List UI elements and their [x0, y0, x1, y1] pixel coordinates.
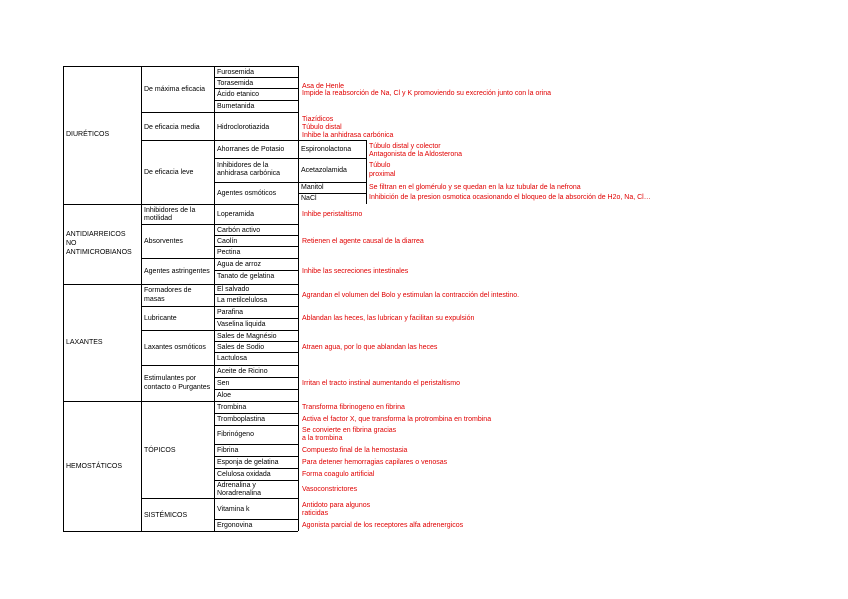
group-antidiarreicos: ANTIMICROBIANOS	[66, 249, 132, 256]
drug-item: Bumetanida	[217, 103, 255, 110]
mechanism-note: Túbulo distal y colector	[369, 143, 441, 150]
table-line	[214, 341, 298, 342]
table-line	[214, 456, 298, 457]
table-line	[141, 330, 298, 331]
table-line	[214, 66, 215, 531]
drug-item: Acetazolamida	[301, 167, 347, 174]
drug-class: Ahorranes de Potasio	[217, 146, 285, 153]
drug-item: Torasemida	[217, 80, 254, 87]
mechanism-note: Antagonista de la Aldosterona	[369, 151, 463, 158]
subgroup-estimulantes: Estimulantes por	[144, 375, 197, 382]
table-line	[141, 365, 298, 366]
table-line	[141, 140, 366, 141]
table-line	[141, 224, 298, 225]
table-line	[214, 294, 298, 295]
table-line	[214, 77, 298, 78]
subgroup-absorventes: Absorventes	[144, 238, 183, 245]
mechanism-note: Atraen agua, por lo que ablandan las heces	[302, 344, 438, 351]
table-line	[214, 468, 298, 469]
drug-item: Loperamida	[217, 211, 254, 218]
table-line	[214, 389, 298, 390]
drug-item: Ergonovina	[217, 522, 253, 529]
mechanism-note: Impide la reabsorción de Na, Cl y K promoviendo su excreción junto con la orina	[302, 90, 552, 97]
mechanism-note: Túbulo	[369, 162, 391, 169]
class-name: Inhibidores de la anhidrasa carbónica	[217, 162, 281, 177]
drug-item: Agua de arroz	[217, 261, 261, 268]
mechanism-note: Inhibe peristaltismo	[302, 211, 363, 218]
drug-item: Furosemida	[217, 69, 254, 76]
table-line	[141, 258, 298, 259]
table-line	[141, 66, 142, 531]
table-line	[214, 235, 298, 236]
subgroup-lubricante: Lubricante	[144, 315, 177, 322]
drug-item: Carbón activo	[217, 227, 261, 234]
drug-class: Agentes osmóticos	[217, 190, 277, 197]
mechanism-note: Para detener hemorragias capilares o venosas	[302, 459, 448, 466]
mechanism-note: Retienen el agente causal de la diarrea	[302, 238, 424, 245]
mechanism-note: a la trombina	[302, 435, 343, 442]
subgroup-inhibidores-motilidad: Inhibidores de la	[144, 207, 196, 214]
table-line	[298, 193, 366, 194]
table-line	[141, 112, 298, 113]
subgroup-astringentes: Agentes astringentes	[144, 268, 210, 275]
subgroup-laxantes-osmoticos: Laxantes osmóticos	[144, 344, 206, 351]
mechanism-note: Túbulo distal	[302, 124, 342, 131]
subgroup-estimulantes: contacto o Purgantes	[144, 384, 211, 391]
drug-item: Parafina	[217, 309, 244, 316]
drug-item: Sales de Sodio	[217, 344, 265, 351]
table-line	[63, 66, 298, 67]
table-line	[214, 413, 298, 414]
mechanism-note: Activa el factor X, que transforma la protrombina en trombina	[302, 416, 492, 423]
table-line	[63, 284, 298, 285]
mechanism-note: Inhibe las secreciones intestinales	[302, 268, 409, 275]
drug-item: Manitol	[301, 184, 324, 191]
drug-item: Aloe	[217, 392, 232, 399]
mechanism-note: Ablandan las heces, las lubrican y facilitan su expulsión	[302, 315, 475, 322]
drug-item: Ácido etanico	[217, 91, 260, 98]
drug-item: Adrenalina y	[217, 482, 256, 489]
table-line	[214, 377, 298, 378]
table-line	[141, 498, 298, 499]
subgroup-topicos: TÓPICOS	[144, 447, 176, 454]
mechanism-note: Inhibe la anhidrasa carbónica	[302, 132, 394, 139]
drug-item: Fibrinógeno	[217, 431, 254, 438]
table-line	[214, 444, 298, 445]
subgroup-formadores-masas: Formadores de	[144, 287, 192, 294]
group-hemostaticos: HEMOSTÁTICOS	[66, 463, 123, 470]
drug-item: Tanato de gelatina	[217, 273, 275, 280]
subgroup-sistemicos: SISTÉMICOS	[144, 512, 188, 519]
drug-item: Sales de Magnésio	[217, 333, 277, 340]
drug-item: Vitamina k	[217, 506, 250, 513]
table-line	[214, 158, 366, 159]
table-line	[214, 100, 298, 101]
table-line	[63, 66, 64, 531]
group-diureticos: DIURÉTICOS	[66, 131, 110, 138]
subgroup-eficacia-media: De eficacia media	[144, 124, 200, 131]
drug-item: Pectina	[217, 249, 241, 256]
mechanism-note: Se convierte en fibrina gracias	[302, 427, 397, 434]
mechanism-note: raticidas	[302, 510, 329, 517]
table-line	[214, 480, 298, 481]
subgroup-eficacia-leve: De eficacia leve	[144, 169, 194, 176]
drug-item: La metilcelulosa	[217, 297, 268, 304]
drug-item: El salvado	[217, 286, 250, 293]
table-line	[214, 182, 366, 183]
table-line	[63, 531, 298, 532]
group-antidiarreicos: ANTIDIARREICOS	[66, 231, 126, 238]
mechanism-note: Agrandan el volumen del Bolo y estimulan la contracción del intestino.	[302, 292, 520, 299]
mechanism-note: Forma coagulo artificial	[302, 471, 375, 478]
drug-item: Tromboplastina	[217, 416, 265, 423]
mechanism-note: proximal	[369, 171, 396, 178]
subgroup-maxima-eficacia: De máxima eficacia	[144, 86, 206, 93]
drug-item: Celulosa oxidada	[217, 471, 271, 478]
mechanism-note: Vasoconstrictores	[302, 486, 358, 493]
mechanism-note: Transforma fibrinogeno en fibrina	[302, 404, 405, 411]
drug-item: Aceite de Ricino	[217, 368, 268, 375]
mechanism-note: Compuesto final de la hemostasia	[302, 447, 408, 454]
table-line	[214, 352, 298, 353]
drug-item: Noradrenalina	[217, 490, 261, 497]
drug-item: Fibrina	[217, 447, 239, 454]
subgroup-formadores-masas: masas	[144, 296, 165, 303]
table-line	[214, 88, 298, 89]
table-line	[63, 204, 298, 205]
drug-item: Trombina	[217, 404, 247, 411]
drug-item: Sen	[217, 380, 230, 387]
mechanism-note: Irritan el tracto instinal aumentando el peristaltismo	[302, 380, 460, 387]
mechanism-note: Inhibición de la presion osmotica ocasionando el bloqueo de la absorción de H2o, Na, Cl…	[369, 194, 651, 201]
drug-item: Caolín	[217, 238, 238, 245]
mechanism-note: Se filtran en el glomérulo y se quedan en la luz tubular de la nefrona	[369, 184, 581, 191]
group-laxantes: LAXANTES	[66, 339, 103, 346]
table-line	[214, 246, 298, 247]
table-line	[214, 270, 298, 271]
drug-item: NaCl	[301, 195, 317, 202]
drug-item: Lactulosa	[217, 355, 247, 362]
group-antidiarreicos: NO	[66, 240, 77, 247]
drug-item: Espironolactona	[301, 146, 352, 153]
table-line	[214, 425, 298, 426]
table-line	[141, 306, 298, 307]
drug-class	[217, 162, 297, 178]
drug-item: Esponja de gelatina	[217, 459, 279, 466]
table-line	[63, 401, 298, 402]
mechanism-note: Tiazídicos	[302, 116, 334, 123]
table-line	[214, 318, 298, 319]
drug-item: Hidroclorotiazida	[217, 124, 270, 131]
subgroup-inhibidores-motilidad: motilidad	[144, 215, 173, 222]
table-line	[298, 66, 299, 531]
mechanism-note: Asa de Henle	[302, 83, 345, 90]
drug-item: Vaselina liquida	[217, 321, 266, 328]
table-line	[366, 140, 367, 204]
mechanism-note: Antidoto para algunos	[302, 502, 371, 509]
table-line	[214, 519, 298, 520]
mechanism-note: Agonista parcial de los receptores alfa adrenergicos	[302, 522, 464, 529]
